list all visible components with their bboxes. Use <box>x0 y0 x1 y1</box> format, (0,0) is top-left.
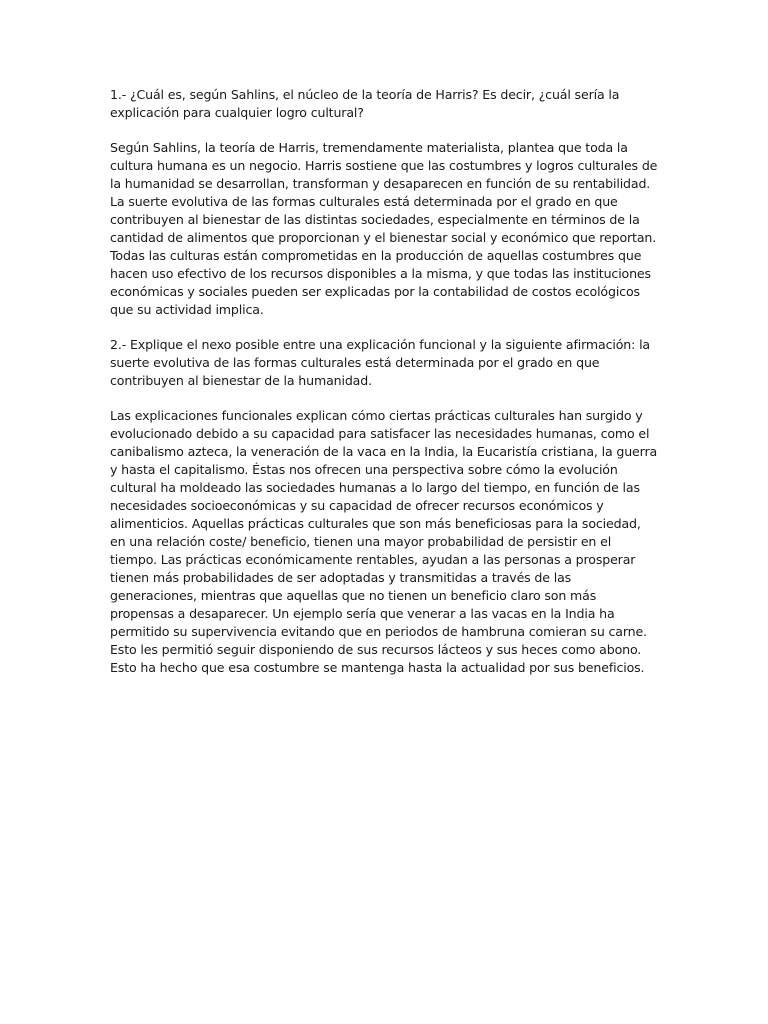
answer-2: Las explicaciones funcionales explican cómo ciertas prácticas culturales han surgido y evolucionado debido a su capacidad para satisfacer las necesidades humanas, como el canibalismo azteca, la veneración de la vaca en la India, la Eucaristía cristiana, la guerra y hasta el capitalismo. Éstas nos ofrecen una perspectiva sobre cómo la evolución cultural ha moldeado las sociedades humanas a lo largo del tiempo, en función de las necesidades socioeconómicas y su capacidad de ofrecer recursos económicos y alimenticios. Aquellas prácticas culturales que son más beneficiosas para la sociedad, en una relación coste/ beneficio, tienen una mayor probabilidad de persistir en el tiempo. Las prácticas económicamente rentables, ayudan a las personas a prosperar tienen más probabilidades de ser adoptadas y transmitidas a través de las generaciones, mientras que aquellas que no tienen un beneficio claro son más propensas a desaparecer. Un ejemplo sería que venerar a las vacas en la India ha permitido su supervivencia evitando que en periodos de hambruna comieran su carne. Esto les permitió seguir disponiendo de sus recursos lácteos y sus heces como abono. Esto ha hecho que esa costumbre se mantenga hasta la actualidad por sus beneficios. <box>110 408 658 675</box>
document-body <box>110 86 658 694</box>
answer-1: Según Sahlins, la teoría de Harris, tremendamente materialista, plantea que toda la cultura humana es un negocio. Harris sostiene que las costumbres y logros culturales de la humanidad se desarrollan, transforman y desaparecen en función de su rentabilidad. La suerte evolutiva de las formas culturales está determinada por el grado en que contribuyen al bienestar de las distintas sociedades, especialmente en términos de la cantidad de alimentos que proporcionan y el bienestar social y económico que reportan. Todas las culturas están comprometidas en la producción de aquellas costumbres que hacen uso efectivo de los recursos disponibles a la misma, y que todas las instituciones económicas y sociales pueden ser explicadas por la contabilidad de costos ecológicos que su actividad implica. <box>110 140 658 317</box>
question-1: 1.- ¿Cuál es, según Sahlins, el núcleo de la teoría de Harris? Es decir, ¿cuál sería la explicación para cualquier logro cultural? <box>110 87 620 120</box>
question-2: 2.- Explique el nexo posible entre una explicación funcional y la siguiente afirmación: la suerte evolutiva de las formas culturales está determinada por el grado en que contribuyen al bienestar de la humanidad. <box>110 337 650 388</box>
